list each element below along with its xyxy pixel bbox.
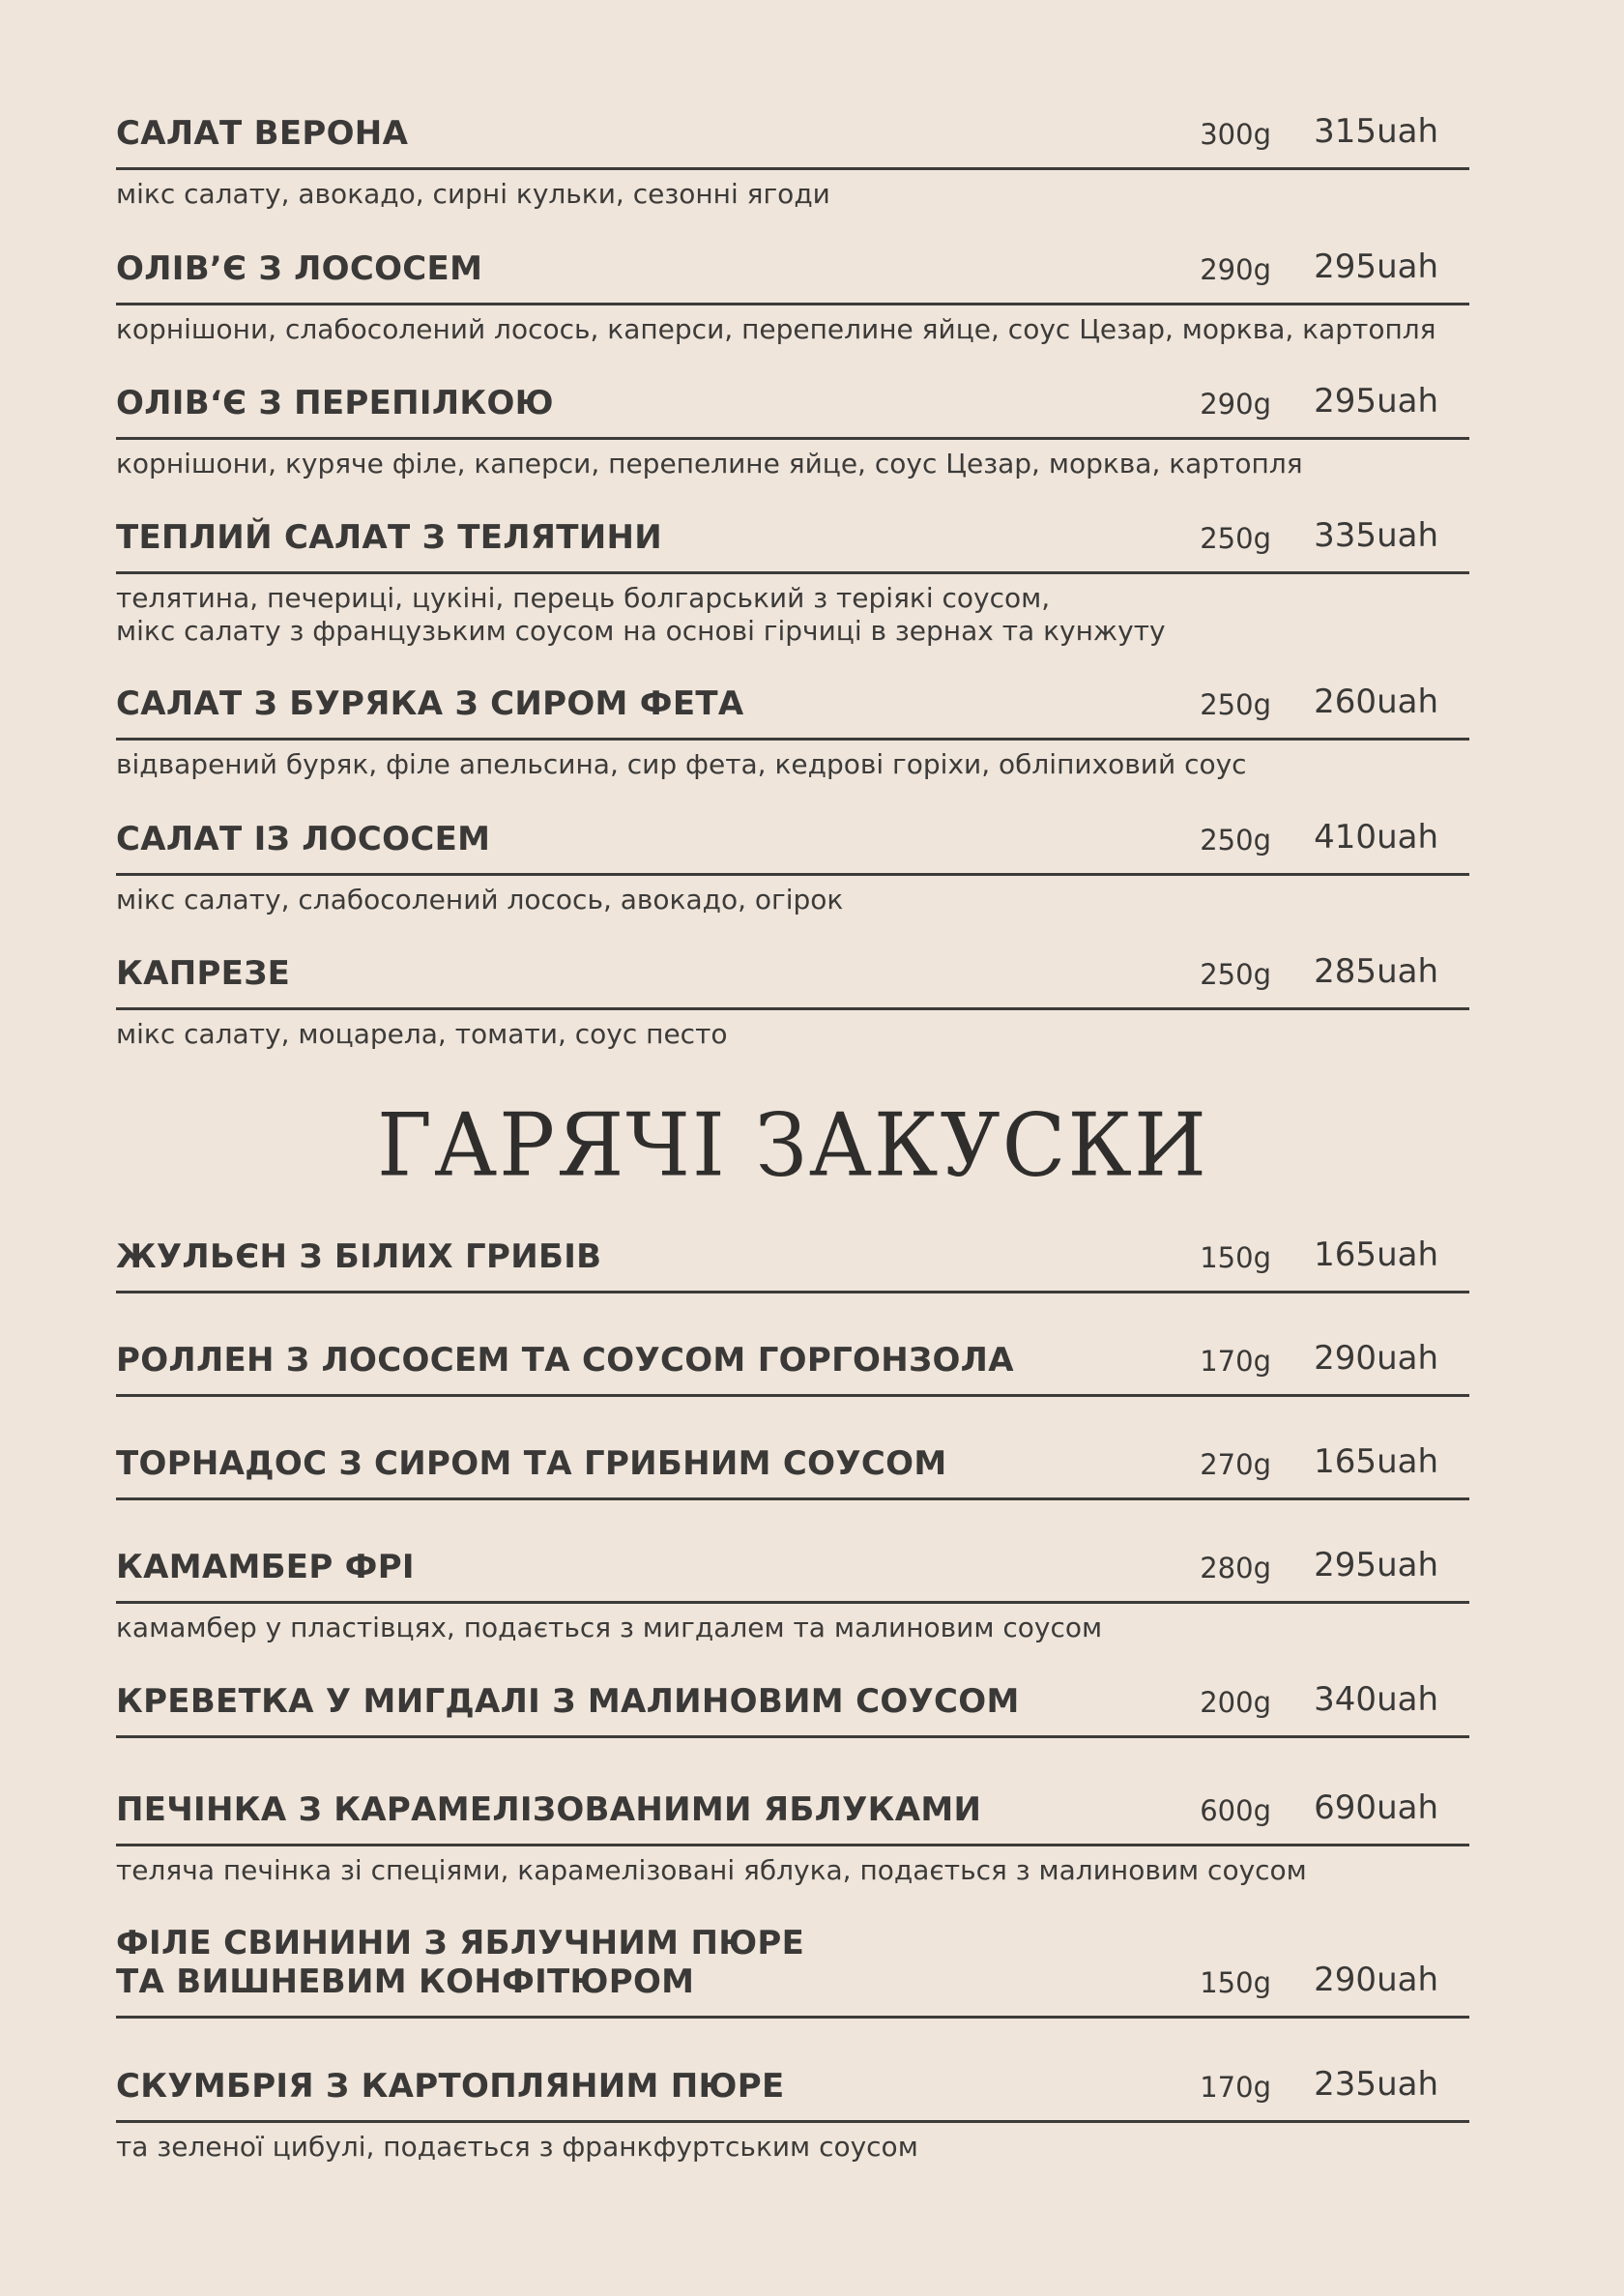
item-weight: 270g bbox=[1200, 1448, 1271, 1481]
item-weight: 170g bbox=[1200, 2071, 1271, 2104]
item-description: мікс салату, моцарела, томати, соус песто bbox=[116, 1018, 728, 1050]
menu-item bbox=[116, 384, 1469, 480]
item-divider bbox=[116, 1735, 1469, 1738]
item-name: САЛАТ ВЕРОНА bbox=[116, 114, 409, 153]
item-price: 290uah bbox=[1314, 1339, 1438, 1378]
item-price: 165uah bbox=[1314, 1235, 1438, 1274]
item-description: теляча печінка зі спеціями, карамелізовані яблука, подається з малиновим соусом bbox=[116, 1854, 1307, 1886]
item-price: 285uah bbox=[1314, 952, 1438, 991]
item-weight: 170g bbox=[1200, 1345, 1271, 1378]
item-name: ФІЛЕ СВИНИНИ З ЯБЛУЧНИМ ПЮРЕ ТА ВИШНЕВИМ КОНФІТЮРОМ bbox=[116, 1924, 805, 2001]
section-title-hot-appetizers: ГАРЯЧІ ЗАКУСКИ bbox=[377, 1094, 1208, 1197]
item-divider bbox=[116, 1601, 1469, 1604]
item-weight: 250g bbox=[1200, 688, 1271, 721]
item-name: РОЛЛЕН З ЛОСОСЕМ ТА СОУСОМ ГОРГОНЗОЛА bbox=[116, 1341, 1014, 1380]
menu-item bbox=[116, 518, 1469, 648]
menu-item bbox=[116, 820, 1469, 916]
item-divider bbox=[116, 873, 1469, 876]
item-divider bbox=[116, 2016, 1469, 2019]
menu-item bbox=[116, 1548, 1469, 1644]
item-name: ПЕЧІНКА З КАРАМЕЛІЗОВАНИМИ ЯБЛУКАМИ bbox=[116, 1790, 982, 1829]
menu-item bbox=[116, 249, 1469, 346]
menu-item bbox=[116, 1237, 1469, 1293]
item-description: та зеленої цибулі, подається з франкфуртським соусом bbox=[116, 2131, 918, 2163]
item-divider bbox=[116, 738, 1469, 741]
item-weight: 250g bbox=[1200, 958, 1271, 991]
menu-item bbox=[116, 2067, 1469, 2164]
item-weight: 300g bbox=[1200, 118, 1271, 151]
item-weight: 250g bbox=[1200, 824, 1271, 857]
item-name: КАМАМБЕР ФРІ bbox=[116, 1548, 415, 1586]
item-weight: 290g bbox=[1200, 388, 1271, 421]
item-price: 340uah bbox=[1314, 1680, 1438, 1719]
item-name: ЖУЛЬЄН З БІЛИХ ГРИБІВ bbox=[116, 1237, 602, 1276]
item-name: САЛАТ З БУРЯКА З СИРОМ ФЕТА bbox=[116, 684, 744, 723]
item-price: 295uah bbox=[1314, 247, 1438, 286]
item-weight: 290g bbox=[1200, 253, 1271, 286]
item-price: 290uah bbox=[1314, 1961, 1438, 1999]
item-weight: 280g bbox=[1200, 1552, 1271, 1584]
item-divider bbox=[116, 1497, 1469, 1500]
item-name: ОЛІВ‘Є З ПЕРЕПІЛКОЮ bbox=[116, 384, 554, 422]
item-price: 690uah bbox=[1314, 1788, 1438, 1827]
item-price: 165uah bbox=[1314, 1442, 1438, 1481]
menu-item bbox=[116, 1444, 1469, 1500]
item-divider bbox=[116, 1394, 1469, 1397]
item-description: камамбер у пластівцях, подається з мигдалем та малиновим соусом bbox=[116, 1612, 1103, 1643]
item-description: мікс салату, слабосолений лосось, авокадо, огірок bbox=[116, 884, 844, 915]
menu-item bbox=[116, 1341, 1469, 1397]
item-description: мікс салату, авокадо, сирні кульки, сезонні ягоди bbox=[116, 178, 830, 210]
menu-item bbox=[116, 114, 1469, 211]
menu-item bbox=[116, 1924, 1469, 2019]
item-price: 315uah bbox=[1314, 112, 1438, 151]
item-name: ТОРНАДОС З СИРОМ ТА ГРИБНИМ СОУСОМ bbox=[116, 1444, 947, 1483]
menu-item bbox=[116, 954, 1469, 1051]
item-description: відварений буряк, філе апельсина, сир фета, кедрові горіхи, обліпиховий соус bbox=[116, 748, 1247, 780]
item-name: САЛАТ ІЗ ЛОСОСЕМ bbox=[116, 820, 491, 858]
item-price: 335uah bbox=[1314, 516, 1438, 555]
item-divider bbox=[116, 303, 1469, 305]
item-weight: 250g bbox=[1200, 522, 1271, 555]
menu-item bbox=[116, 684, 1469, 781]
item-name: КРЕВЕТКА У МИГДАЛІ З МАЛИНОВИМ СОУСОМ bbox=[116, 1682, 1020, 1721]
item-price: 410uah bbox=[1314, 818, 1438, 857]
item-price: 260uah bbox=[1314, 683, 1438, 721]
item-name: СКУМБРІЯ З КАРТОПЛЯНИМ ПЮРЕ bbox=[116, 2067, 785, 2106]
item-divider bbox=[116, 2120, 1469, 2123]
item-weight: 150g bbox=[1200, 1241, 1271, 1274]
item-divider bbox=[116, 437, 1469, 440]
item-divider bbox=[116, 1844, 1469, 1846]
menu-item bbox=[116, 1790, 1469, 1887]
item-divider bbox=[116, 571, 1469, 574]
menu-item bbox=[116, 1682, 1469, 1738]
item-price: 295uah bbox=[1314, 1546, 1438, 1584]
item-divider bbox=[116, 167, 1469, 170]
item-divider bbox=[116, 1291, 1469, 1293]
item-weight: 200g bbox=[1200, 1686, 1271, 1719]
item-description: корнішони, куряче філе, каперси, перепелине яйце, соус Цезар, морква, картопля bbox=[116, 448, 1303, 480]
item-name: КАПРЕЗЕ bbox=[116, 954, 291, 993]
item-description: телятина, печериці, цукіні, перець болгарський з теріякі соусом, мікс салату з французьким соусом на основі гірчиці в зернах та кунжуту bbox=[116, 582, 1166, 647]
item-weight: 600g bbox=[1200, 1794, 1271, 1827]
item-name: ОЛІВ’Є З ЛОСОСЕМ bbox=[116, 249, 483, 288]
item-divider bbox=[116, 1007, 1469, 1010]
item-weight: 150g bbox=[1200, 1966, 1271, 1999]
item-description: корнішони, слабосолений лосось, каперси, перепелине яйце, соус Цезар, морква, картопля bbox=[116, 313, 1436, 345]
item-price: 235uah bbox=[1314, 2065, 1438, 2104]
item-price: 295uah bbox=[1314, 382, 1438, 421]
item-name: ТЕПЛИЙ САЛАТ З ТЕЛЯТИНИ bbox=[116, 518, 662, 557]
